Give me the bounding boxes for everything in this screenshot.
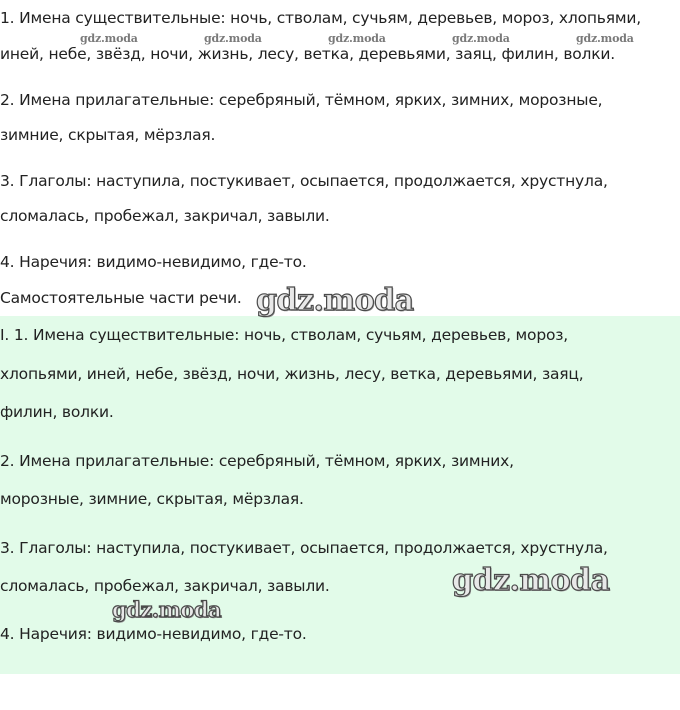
text-line: морозные, зимние, скрытая, мёрзлая.	[0, 490, 304, 508]
text-line: 2. Имена прилагательные: серебряный, тёмном, ярких, зимних,	[0, 452, 514, 470]
text-line: 2. Имена прилагательные: серебряный, тёмном, ярких, зимних, морозные,	[0, 91, 603, 109]
text-line: 1. Имена существительные: ночь, стволам, сучьям, деревьев, мороз, хлопьями,	[0, 9, 641, 27]
text-line: 3. Глаголы: наступила, постукивает, осыпается, продолжается, хрустнула,	[0, 172, 608, 190]
text-line: 3. Глаголы: наступила, постукивает, осыпается, продолжается, хрустнула,	[0, 539, 608, 557]
watermark: gdz.moda	[256, 283, 414, 318]
text-line: 4. Наречия: видимо-невидимо, где-то.	[0, 253, 307, 271]
text-line: иней, небе, звёзд, ночи, жизнь, лесу, ветка, деревьями, заяц, филин, волки.	[0, 45, 616, 63]
text-line: сломалась, пробежал, закричал, завыли.	[0, 207, 330, 225]
text-line: филин, волки.	[0, 403, 114, 421]
text-line: зимние, скрытая, мёрзлая.	[0, 126, 216, 144]
watermark: gdz.moda	[80, 32, 138, 45]
text-line: хлопьями, иней, небе, звёзд, ночи, жизнь, лесу, ветка, деревьями, заяц,	[0, 365, 584, 383]
watermark: gdz.moda	[452, 32, 510, 45]
watermark: gdz.moda	[204, 32, 262, 45]
watermark: gdz.moda	[328, 32, 386, 45]
text-line: 4. Наречия: видимо-невидимо, где-то.	[0, 625, 307, 643]
text-line: I. 1. Имена существительные: ночь, стволам, сучьям, деревьев, мороз,	[0, 326, 569, 344]
text-line: сломалась, пробежал, закричал, завыли.	[0, 577, 330, 595]
watermark: gdz.moda	[576, 32, 634, 45]
text-line: Самостоятельные части речи.	[0, 289, 242, 307]
watermark: gdz.moda	[112, 597, 222, 622]
watermark: gdz.moda	[452, 563, 610, 598]
